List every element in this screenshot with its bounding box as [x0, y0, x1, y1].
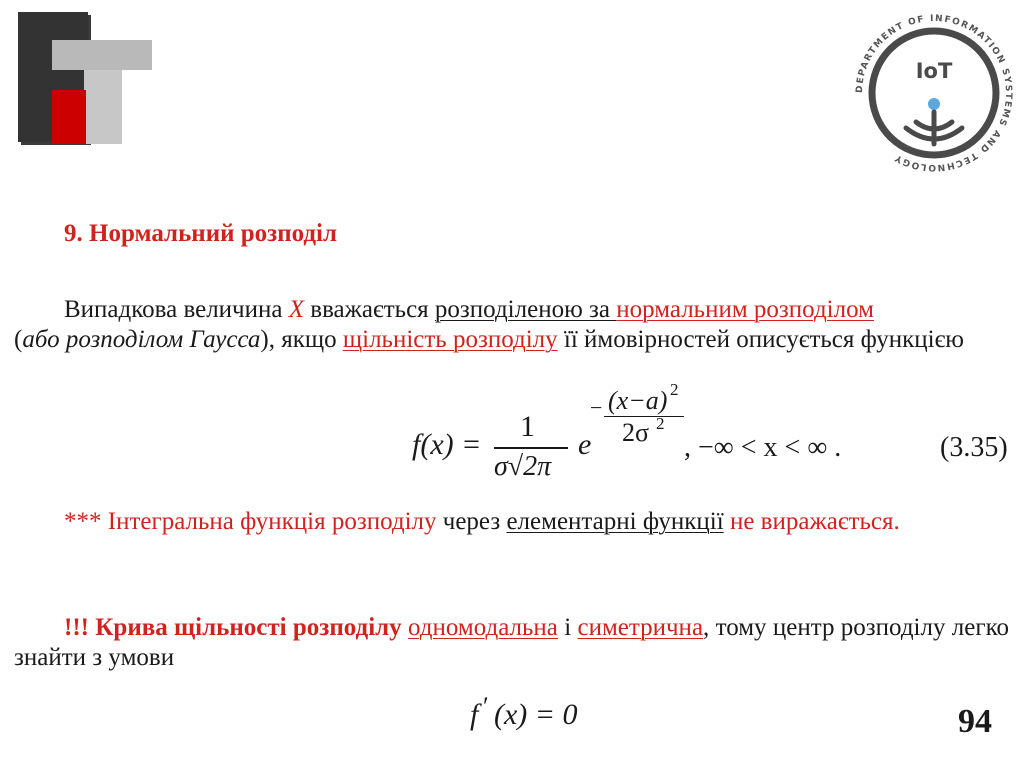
link-density[interactable]: щільність розподілу: [342, 326, 558, 353]
link-unimodal[interactable]: одномодальна: [408, 614, 558, 641]
paragraph-normal-definition: [14, 295, 1009, 355]
formula2-prime: ′: [483, 692, 489, 721]
formula-exp-bar: [604, 416, 684, 417]
p1-text-4: ), якщо: [260, 326, 343, 353]
formula-lhs: f(x) =: [412, 428, 482, 461]
formula-exp-numerator: (x−a): [608, 386, 668, 415]
link-distributed-by[interactable]: розподіленою за: [434, 296, 617, 323]
paragraph-integral-function: [14, 507, 1009, 537]
link-symmetric[interactable]: симетрична: [577, 614, 704, 641]
page-number: 94: [958, 703, 992, 740]
formula-domain: , −∞ < x < ∞ .: [684, 432, 842, 463]
p3-text-2: , тому центр розподілу легко знайти з умови: [14, 614, 1009, 671]
badge-ring-text: DEPARTMENT OF INFORMATION SYSTEMS AND TECHNOLOGY: [854, 13, 1014, 173]
formula-fraction-bar: [494, 447, 568, 449]
formula2-f: f: [470, 698, 479, 731]
variable-x: X: [288, 296, 305, 323]
formula2-rest: (x) = 0: [494, 698, 578, 731]
p1-text-2: вважається: [304, 296, 435, 323]
p3-text-1: і: [557, 614, 578, 641]
p3-density-curve: !!! Крива щільності розподілу: [64, 614, 402, 641]
paragraph-density-curve: [14, 613, 1009, 673]
iot-department-badge: [848, 4, 1020, 182]
p1-text-1: Випадкова величина: [64, 296, 289, 323]
p2-integral-function: *** Інтегральна функція розподілу: [64, 508, 437, 535]
gauss-alt-name: або розподілом Гаусса: [22, 326, 261, 353]
svg-text:DEPARTMENT OF INFORMATION SYST: [855, 14, 1013, 172]
p1-text-3: (: [14, 326, 23, 353]
p2-text-1: через: [436, 508, 507, 535]
badge-iot-text: IoT: [915, 59, 953, 83]
link-elementary-functions[interactable]: елементарні функції: [506, 508, 724, 535]
formula-exp-den-power: 2: [656, 414, 665, 433]
formula-e: e: [578, 428, 592, 461]
section-heading: 9. Нормальний розподіл: [64, 220, 338, 247]
formula-denominator: σ√2π: [494, 451, 552, 482]
formula-number: (3.35): [940, 432, 1008, 463]
fit-logo: [18, 12, 158, 148]
formula-exp-num-power: 2: [670, 380, 679, 399]
formula-numerator: 1: [520, 410, 535, 443]
p1-text-5: її ймовірностей описується функцією: [557, 326, 964, 353]
p2-not-expressed: не виражається.: [723, 508, 900, 535]
formula-exp-minus: −: [590, 395, 603, 420]
formula-exp-denominator: 2σ: [622, 418, 650, 447]
link-normal-distribution[interactable]: нормальним розподілом: [616, 296, 874, 323]
